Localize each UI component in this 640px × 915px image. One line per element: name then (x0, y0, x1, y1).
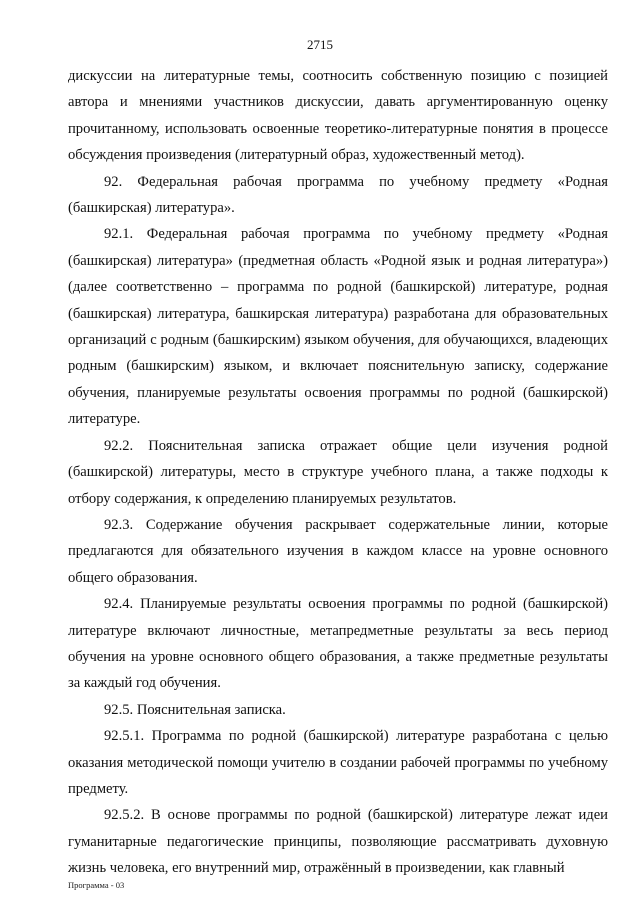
paragraph-92: 92. Федеральная рабочая программа по учебному предмету «Родная (башкирская) литература». (68, 173, 608, 217)
page-number: 2715 (307, 37, 333, 52)
footer-label: Программа - 03 (68, 880, 125, 890)
paragraph-92-5-2: 92.5.2. В основе программы по родной (башкирской) литературе лежат идеи гуманитарные педагогические принципы, позволяющие рассматривать духовную жизнь человека, его внутренний мир, отражённый в произведении, как главный (68, 807, 608, 877)
paragraph-92-4: 92.4. Планируемые результаты освоения программы по родной (башкирской) литературе включают личностные, метапредметные результаты за весь период обучения на уровне основного общего образования, а также предметные результаты за каждый год обучения. (68, 596, 608, 692)
paragraph-continuation: дискуссии на литературные темы, соотносить собственную позицию с позицией автора и мнениями участников дискуссии, давать аргументированную оценку прочитанному, использовать освоенные теоретико-литературные понятия в процессе обсуждения произведения (литературный образ, художественный метод). (68, 68, 608, 164)
paragraph-92-5: 92.5. Пояснительная записка. (104, 701, 286, 718)
paragraph-92-5-1: 92.5.1. Программа по родной (башкирской) литературе разработана с целью оказания методической помощи учителю в создании рабочей программы по учебному предмету. (68, 728, 608, 797)
paragraph-92-2: 92.2. Пояснительная записка отражает общие цели изучения родной (башкирской) литературы, место в структуре учебного плана, а также подходы к отбору содержания, к определению планируемых результатов. (68, 437, 608, 507)
paragraph-92-1: 92.1. Федеральная рабочая программа по учебному предмету «Родная (башкирская) литература» (предметная область «Родной язык и родная литература») (далее соответственно – программа по родной (башкирской) литературе, родная (башкирская) литература, башкирская литература) разработана для образовательных организаций с родным (башкирским) языком обучения, для обучающихся, владеющих родным (башкирским) языком, и включает пояснительную записку, содержание обучения, планируемые результаты освоения программы по родной (башкирской) литературе. (68, 226, 608, 428)
document-body (68, 63, 608, 882)
paragraph-92-3: 92.3. Содержание обучения раскрывает содержательные линии, которые предлагаются для обязательного изучения в каждом классе на уровне основного общего образования. (68, 516, 608, 586)
